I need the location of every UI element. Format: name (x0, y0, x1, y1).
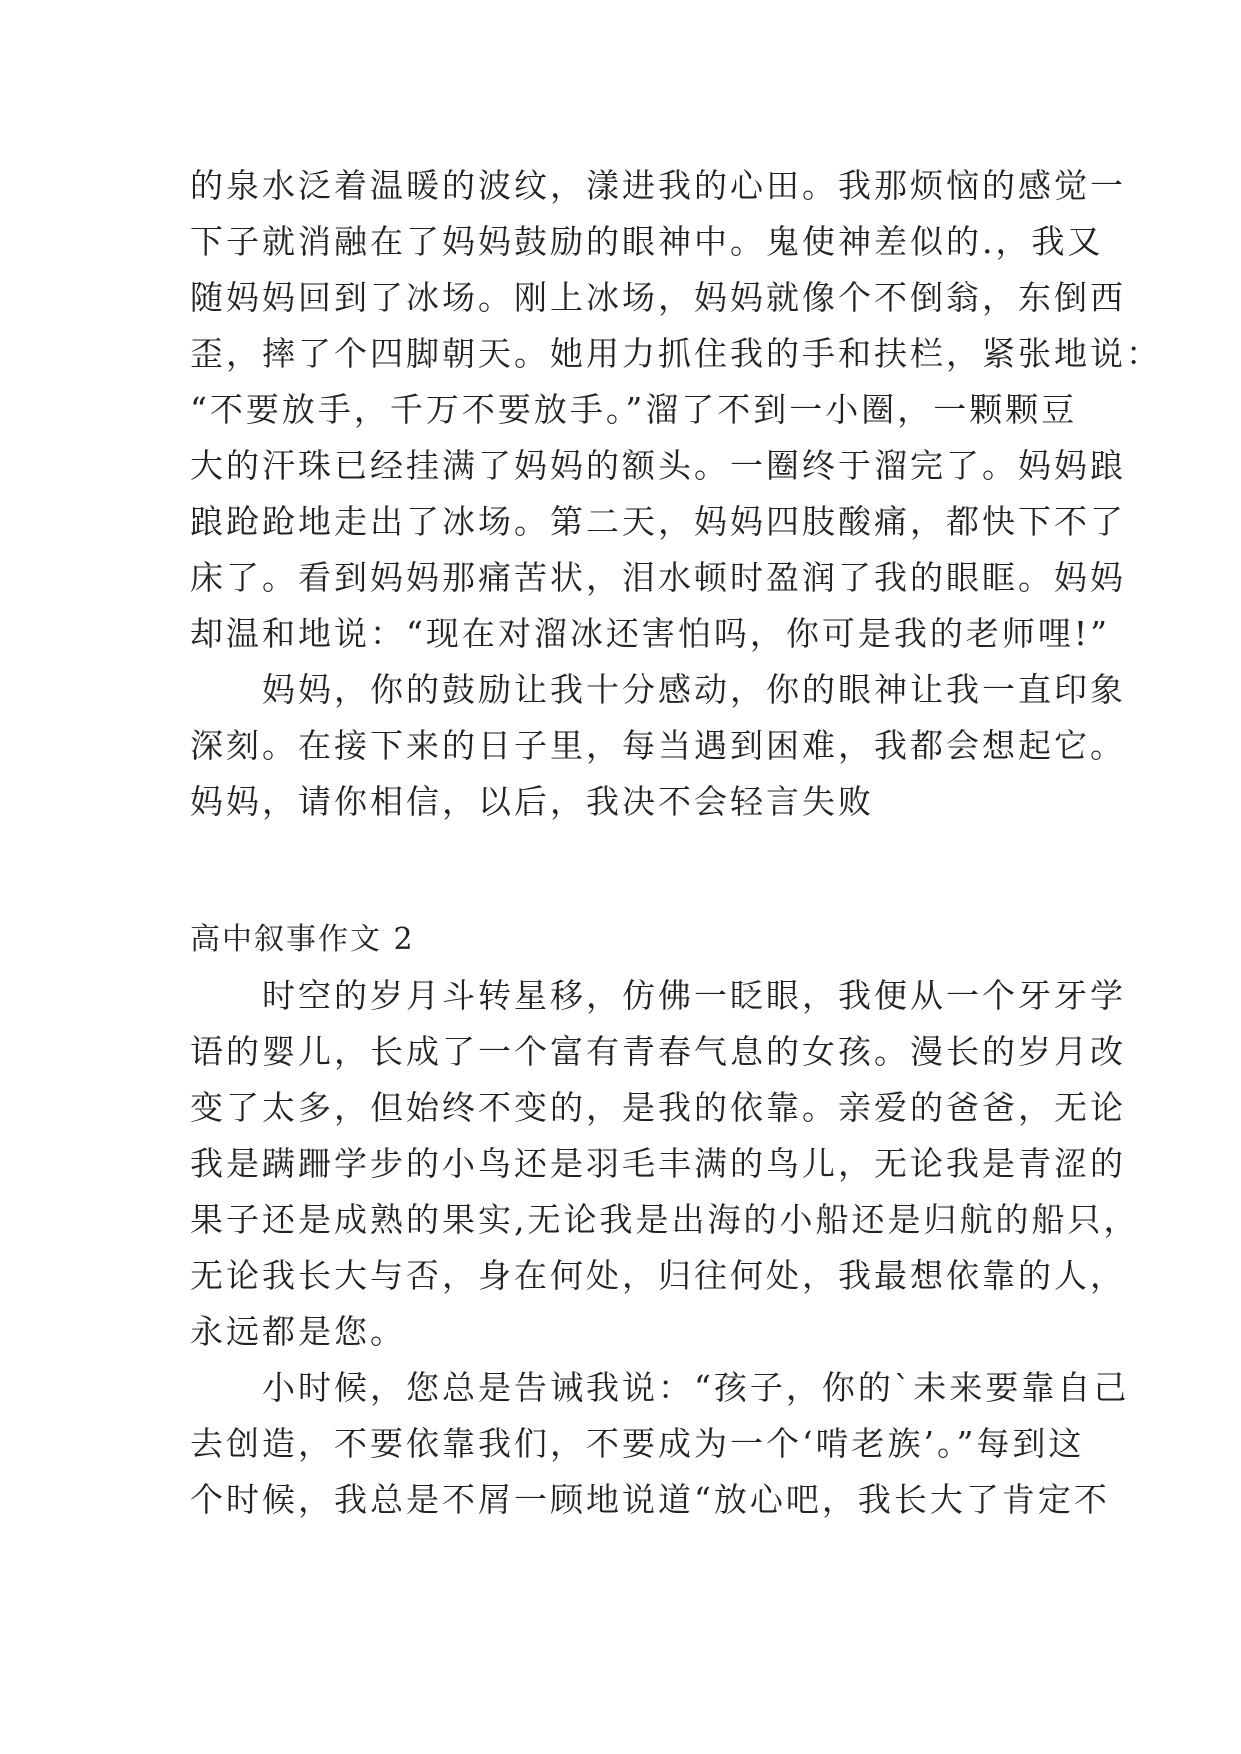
text-line: 语的婴儿，长成了一个富有青春气息的女孩。漫长的岁月改 (190, 1032, 1126, 1071)
text-line: 的泉水泛着温暖的波纹，漾进我的心田。我那烦恼的感觉一 (190, 166, 1126, 205)
text-line: 果子还是成熟的果实,无论我是出海的小船还是归航的船只， (190, 1200, 1140, 1239)
text-line: 无论我长大与否，身在何处，归往何处，我最想依靠的人， (190, 1256, 1126, 1295)
essay-continuation (190, 158, 1162, 830)
text-line: 妈妈，请你相信，以后，我决不会轻言失败 (190, 782, 874, 821)
text-line: 却温和地说：“现在对溜冰还害怕吗，你可是我的老师哩!” (190, 614, 1111, 653)
text-line: 去创造，不要依靠我们，不要成为一个‘啃老族’。”每到这 (190, 1424, 1085, 1463)
text-line: 随妈妈回到了冰场。刚上冰场，妈妈就像个不倒翁，东倒西 (190, 278, 1126, 317)
text-line: 个时候，我总是不屑一顾地说道“放心吧，我长大了肯定不 (190, 1480, 1110, 1519)
text-line: “不要放手，千万不要放手。”溜了不到一小圈，一颗颗豆 (190, 390, 1078, 429)
text-line: 小时候，您总是告诫我说：“孩子，你的`未来要靠自己 (190, 1368, 1130, 1407)
text-line: 我是蹒跚学步的小鸟还是羽毛丰满的鸟儿，无论我是青涩的 (190, 1144, 1126, 1183)
text-line: 永远都是您。 (190, 1312, 406, 1351)
text-line: 下子就消融在了妈妈鼓励的眼神中。鬼使神差似的.，我又 (190, 222, 1104, 261)
text-line: 踉跄跄地走出了冰场。第二天，妈妈四肢酸痛，都快下不了 (190, 502, 1126, 541)
text-line: 床了。看到妈妈那痛苦状，泪水顿时盈润了我的眼眶。妈妈 (190, 558, 1126, 597)
text-line: 大的汗珠已经挂满了妈妈的额头。一圈终于溜完了。妈妈踉 (190, 446, 1126, 485)
essay-title: 高中叙事作文 2 (190, 922, 415, 957)
text-line: 变了太多，但始终不变的，是我的依靠。亲爱的爸爸，无论 (190, 1088, 1126, 1127)
essay-body (190, 968, 1140, 1528)
text-line: 妈妈，你的鼓励让我十分感动，你的眼神让我一直印象 (190, 670, 1126, 709)
text-line: 歪，摔了个四脚朝天。她用力抓住我的手和扶栏，紧张地说： (190, 334, 1162, 373)
text-line: 时空的岁月斗转星移，仿佛一眨眼，我便从一个牙牙学 (190, 976, 1126, 1015)
text-line: 深刻。在接下来的日子里，每当遇到困难，我都会想起它。 (190, 726, 1126, 765)
